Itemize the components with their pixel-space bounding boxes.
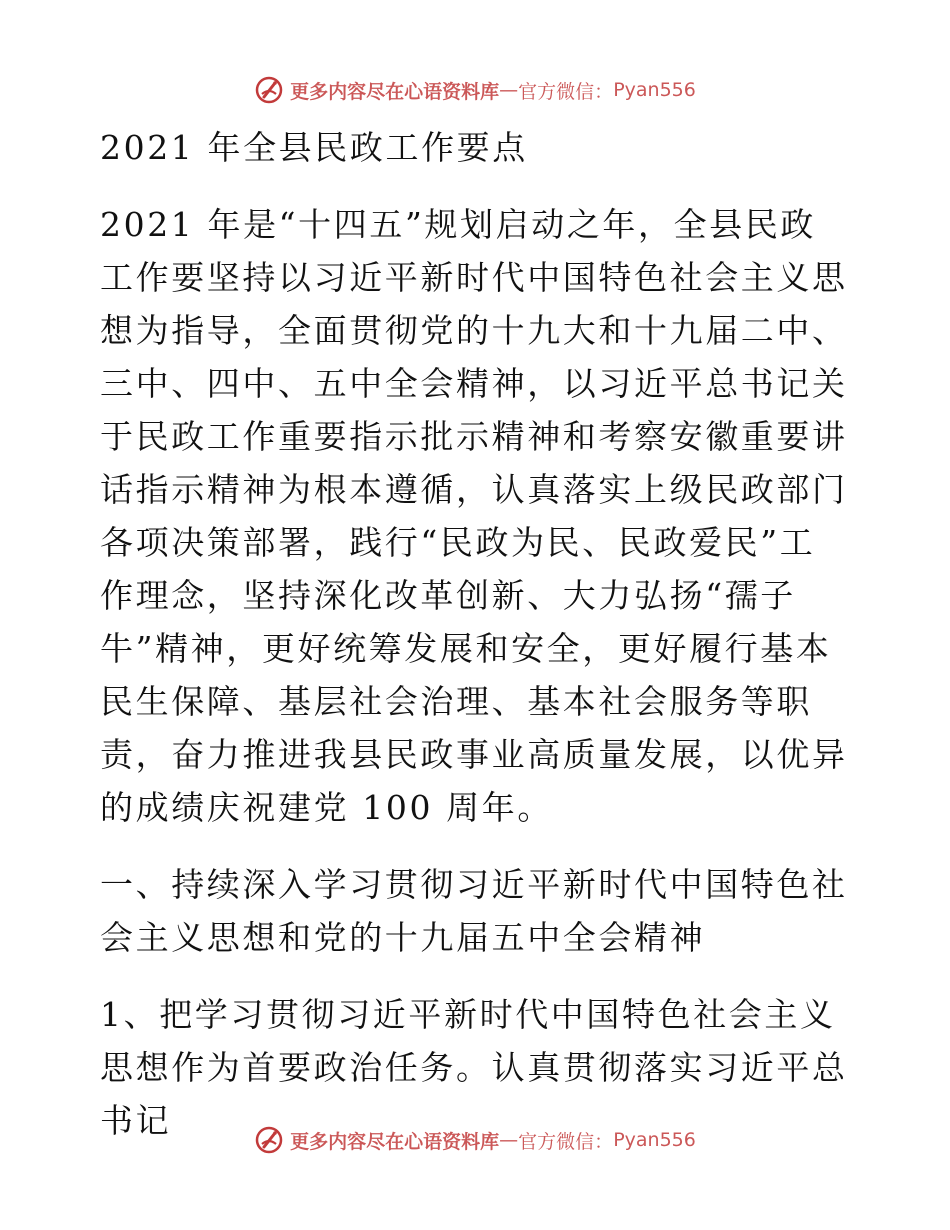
watermark-main-text: 更多内容尽在心语资料库 [290,80,500,103]
document-title: 2021 年全县民政工作要点 [100,128,528,167]
watermark-handle: Pyan556 [613,1129,696,1151]
watermark-sub-text: 官方微信： [518,1130,614,1153]
item-paragraph-1: 1、把学习贯彻习近平新时代中国特色社会主义思想作为首要政治任务。认真贯彻落实习近平总书记 [100,995,848,1140]
watermark-sub-text: 官方微信： [518,80,614,103]
watermark-footer [0,1120,950,1160]
watermark-handle: Pyan556 [613,79,696,101]
watermark-separator: — [499,79,519,101]
watermark-header [0,70,950,110]
watermark-main-text: 更多内容尽在心语资料库 [290,1130,500,1153]
section-heading-1: 一、持续深入学习贯彻习近平新时代中国特色社会主义思想和党的十九届五中全会精神 [100,865,848,957]
watermark-separator: — [499,1129,519,1151]
intro-paragraph: 2021 年是“十四五”规划启动之年，全县民政工作要坚持以习近平新时代中国特色社会主义思想为指导，全面贯彻党的十九大和十九届二中、三中、四中、五中全会精神，以习近平总书记关于民政工作重要指示批示精神和考察安徽重要讲话指示精神为根本遵循，认真落实上级民政部门各项决策部署，践行“民政为民、民政爱民”工作理念，坚持深化改革创新、大力弘扬“孺子牛”精神，更好统筹发展和安全，更好履行基本民生保障、基层社会治理、基本社会服务等职责，奋力推进我县民政事业高质量发展，以优异的成绩庆祝建党 100 周年。 [100,205,848,827]
book-pen-logo-icon [254,75,284,105]
book-pen-logo-icon [254,1125,284,1155]
